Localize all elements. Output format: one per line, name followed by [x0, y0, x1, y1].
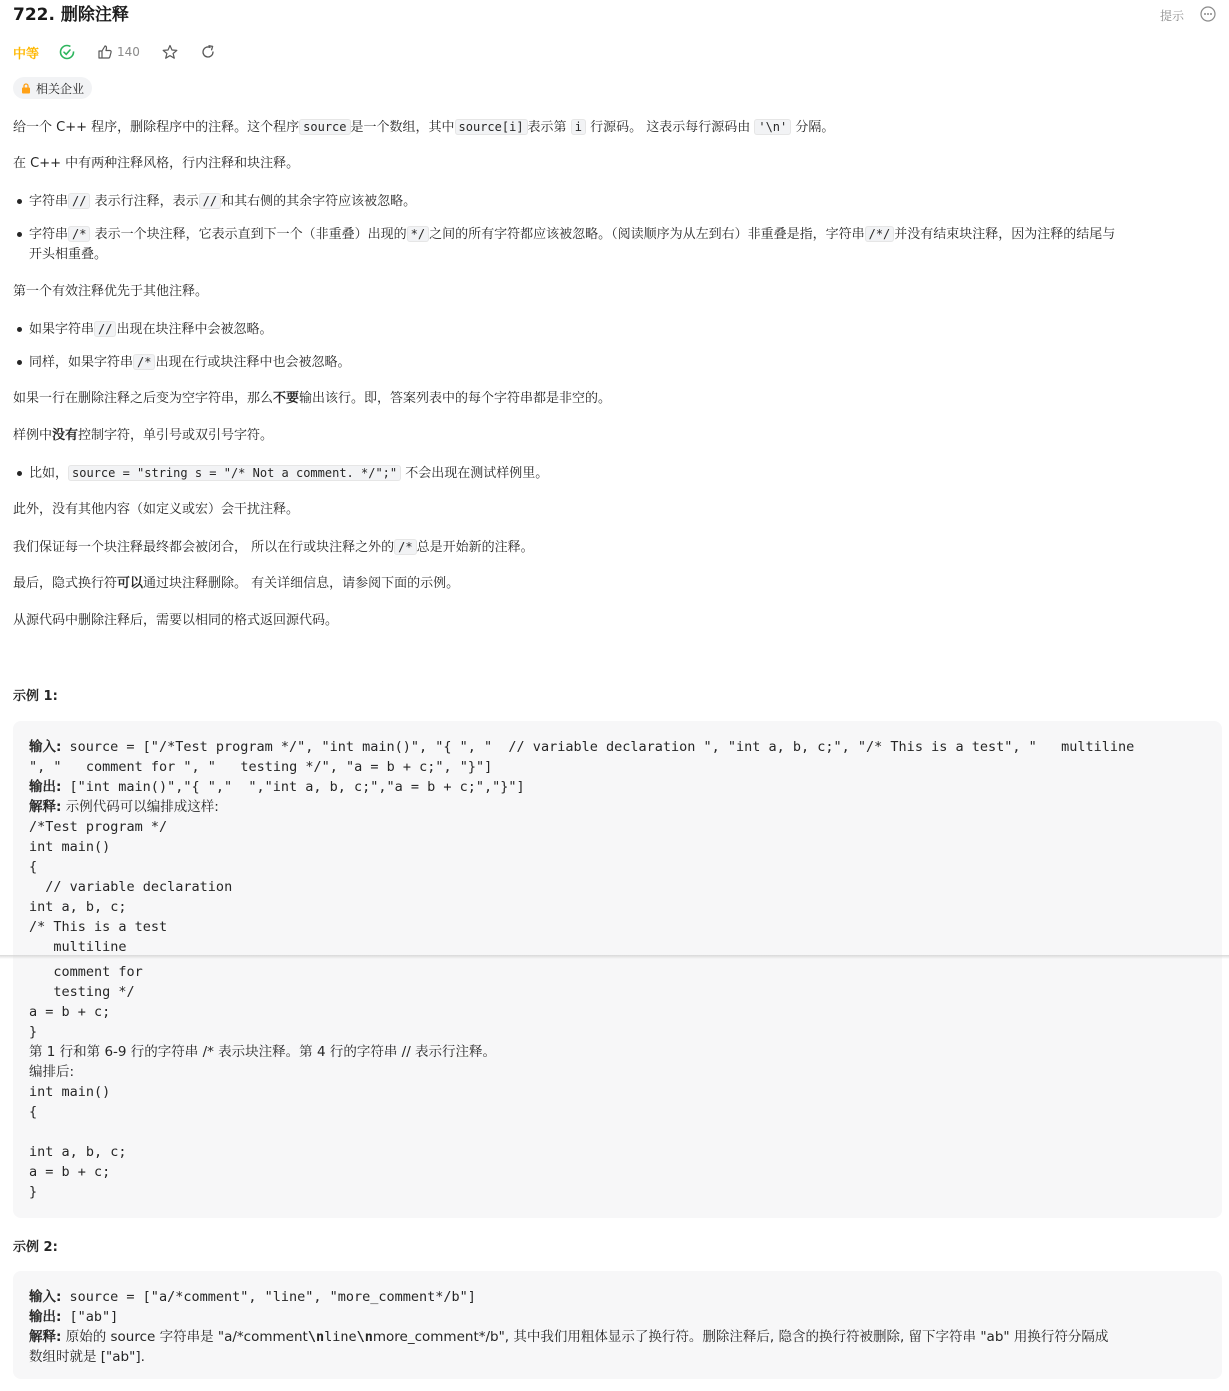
share-icon [200, 44, 216, 60]
like-count: 140 [117, 45, 140, 59]
example-2-block [13, 1271, 1222, 1379]
example-1-input-line: ", " comment for ", " testing */", "a = b + c;", "}"] [29, 759, 493, 775]
example-1-note: 第 1 行和第 6-9 行的字符串 /* 表示块注释。第 4 行的字符串 // 表示行注释。 [29, 1044, 497, 1060]
code-line: } [29, 1184, 38, 1200]
code-line: multiline [29, 939, 127, 955]
code-line: { [29, 1104, 38, 1120]
like-button[interactable] [97, 44, 140, 60]
example-2-title: 示例 2: [13, 1240, 58, 1255]
code-line: /*Test program */ [29, 819, 168, 835]
code-line: int main() [29, 1084, 111, 1100]
more-options-icon[interactable] [1200, 6, 1216, 22]
example-1-output-line: 输出: ["int main()","{ "," ","int a, b, c;","a = b + c;","}"] [29, 779, 525, 795]
example-1-explain-line: 解释: 示例代码可以编排成这样: [29, 799, 219, 815]
desc-paragraph-3: 第一个有效注释优先于其他注释。 [13, 284, 209, 299]
desc-paragraph-1: 给一个 C++ 程序，删除程序中的注释。这个程序 source 是一个数组，其中 source[i] 表示第 i 行源码。 这表示每行源码由 '\n' 分隔。 [13, 120, 835, 135]
star-icon [162, 44, 178, 60]
example-2-explain-line: 数组时就是 ["ab"]. [29, 1349, 145, 1365]
desc-paragraph-6: 此外，没有其他内容（如定义或宏）会干扰注释。 [13, 502, 300, 517]
list-item: 字符串 // 表示行注释，表示 // 和其右侧的其余字符应该被忽略。 [29, 191, 1214, 212]
lock-icon [21, 83, 31, 94]
example-1-input-line: 输入: source = ["/*Test program */", "int main()", "{ ", " // variable declaration ", "int a, b, c;", "/* This is a test", " multiline [29, 739, 1135, 755]
problem-header [13, 3, 1216, 29]
code-line: int main() [29, 839, 111, 855]
desc-paragraph-5: 样例中没有控制字符，单引号或双引号字符。 [13, 428, 274, 443]
example-1-title: 示例 1: [13, 689, 58, 704]
example-1-note: 编排后: [29, 1064, 75, 1080]
desc-paragraph-2: 在 C++ 中有两种注释风格，行内注释和块注释。 [13, 156, 300, 171]
solved-status [59, 44, 75, 60]
example-2-input-line: 输入: source = ["a/*comment", "line", "more_comment*/b"] [29, 1289, 476, 1305]
share-button[interactable] [200, 44, 216, 60]
code-line: { [29, 859, 38, 875]
code-line: testing */ [29, 984, 135, 1000]
code-line: int a, b, c; [29, 1144, 127, 1160]
list-item: 字符串 /* 表示一个块注释，它表示直到下一个（非重叠）出现的 */ 之间的所有字符都应该被忽略。（阅读顺序为从左到右）非重叠是指，字符串 /*/ 并没有结束块注释，因为注释的结尾与 开头相重叠。 [29, 224, 1214, 265]
scroll-divider [0, 955, 1229, 959]
code-line: } [29, 1024, 38, 1040]
example-2-explain-line: 解释: 原始的 source 字符串是 "a/*comment\nline\nmore_comment*/b", 其中我们用粗体显示了换行符。删除注释后, 隐含的换行符被删除, 留下字符串 "ab" 用换行符分隔成 [29, 1329, 1109, 1345]
problem-title: 722. 删除注释 [13, 5, 129, 25]
desc-paragraph-4: 如果一行在删除注释之后变为空字符串，那么不要输出该行。即，答案列表中的每个字符串都是非空的。 [13, 391, 612, 406]
list-item: 比如， source = "string s = "/* Not a comment. */";" 不会出现在测试样例里。 [29, 463, 1214, 484]
check-circle-icon [59, 44, 75, 60]
list-item: 如果字符串 // 出现在块注释中会被忽略。 [29, 319, 1214, 340]
code-line: int a, b, c; [29, 899, 127, 915]
example-2-output-line: 输出: ["ab"] [29, 1309, 119, 1325]
hint-button[interactable]: 提示 [1159, 9, 1184, 23]
thumbs-up-icon [97, 44, 113, 60]
difficulty-badge: 中等 [13, 46, 40, 62]
code-line: a = b + c; [29, 1004, 111, 1020]
code-line: a = b + c; [29, 1164, 111, 1180]
desc-paragraph-8: 最后，隐式换行符可以通过块注释删除。 有关详细信息，请参阅下面的示例。 [13, 576, 460, 591]
problem-meta [13, 42, 238, 62]
related-companies-label: 相关企业 [36, 81, 85, 96]
related-companies-tag[interactable] [13, 77, 92, 99]
code-line: comment for [29, 964, 143, 980]
desc-paragraph-7: 我们保证每一个块注释最终都会被闭合， 所以在行或块注释之外的 /* 总是开始新的注释。 [13, 540, 534, 555]
desc-paragraph-9: 从源代码中删除注释后，需要以相同的格式返回源代码。 [13, 613, 339, 628]
code-line: // variable declaration [29, 879, 233, 895]
favorite-button[interactable] [162, 44, 178, 60]
list-item: 同样，如果字符串 /* 出现在行或块注释中也会被忽略。 [29, 352, 1214, 373]
code-line: /* This is a test [29, 919, 168, 935]
example-1-block [13, 721, 1222, 1218]
